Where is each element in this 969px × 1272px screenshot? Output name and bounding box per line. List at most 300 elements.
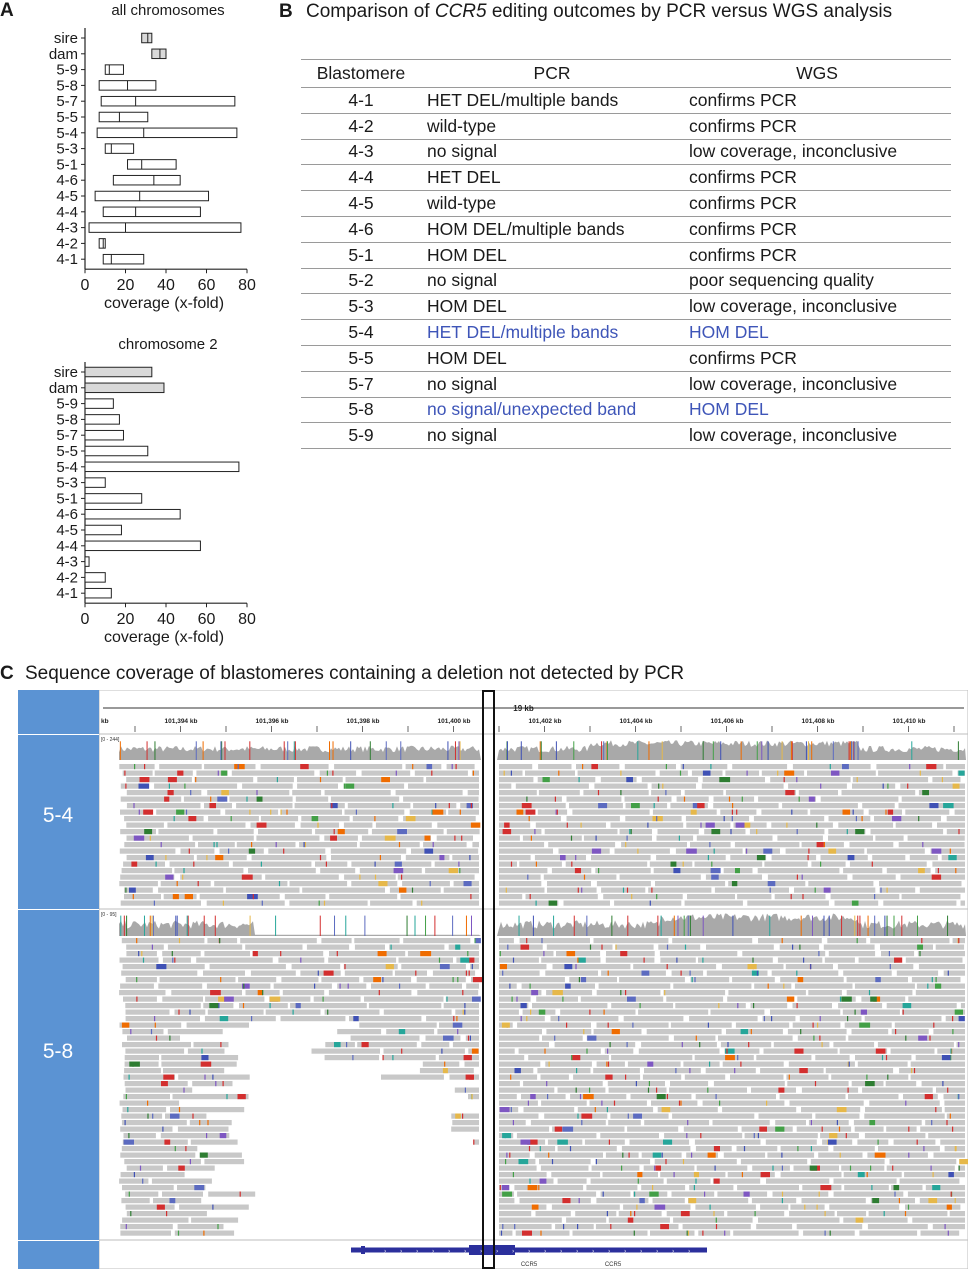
read-mismatch [596,1159,597,1164]
read-mismatch [557,1140,568,1145]
aligned-read [531,1120,606,1125]
aligned-read [125,1081,188,1086]
aligned-read [567,816,620,821]
read-mismatch [667,1094,668,1099]
read-mismatch [857,777,858,782]
aligned-read [720,810,756,815]
read-mismatch [125,1120,126,1125]
aligned-read [789,1211,835,1216]
coverage-bar-4-1 [85,588,111,598]
aligned-read [596,1159,651,1164]
aligned-read [601,971,666,976]
read-mismatch [505,1159,506,1164]
aligned-read [728,881,805,886]
read-mismatch [692,977,693,982]
x-tick-label: 80 [238,611,256,629]
read-mismatch [889,951,890,956]
read-mismatch [846,1133,847,1138]
cell-pcr: HET DEL [421,165,683,191]
aligned-read [737,894,771,899]
read-mismatch [165,875,173,880]
read-mismatch [607,1107,608,1112]
coverage-box-4-1 [103,254,144,264]
coverage-bar-5-7 [85,430,123,440]
read-mismatch [610,1224,611,1229]
aligned-read [572,810,649,815]
cell-wgs: low coverage, inconclusive [683,423,951,449]
read-mismatch [456,1016,457,1021]
aligned-read [558,1146,617,1151]
read-mismatch [950,1114,951,1119]
aligned-read [630,1140,690,1145]
read-mismatch [399,984,400,989]
read-mismatch [257,797,263,802]
aligned-read [654,868,720,873]
aligned-read [871,829,944,834]
read-mismatch [462,990,463,995]
read-mismatch [124,771,125,776]
read-mismatch [856,816,857,821]
read-mismatch [799,797,800,802]
aligned-read [689,1185,733,1190]
aligned-read [615,849,670,854]
aligned-read [411,849,478,854]
read-mismatch [562,990,563,995]
read-mismatch [134,1172,135,1177]
table-header-row [301,60,951,88]
read-mismatch [713,1211,714,1216]
aligned-read [204,803,232,808]
read-mismatch [782,1198,783,1203]
aligned-read [808,881,873,886]
aligned-read [555,1224,594,1229]
read-mismatch [228,849,229,854]
y-tick-label: 5-1 [56,490,78,508]
aligned-read [207,938,237,943]
aligned-read [426,1016,479,1021]
read-mismatch [502,971,503,976]
aligned-read [546,1029,591,1034]
read-mismatch [589,1088,590,1093]
read-mismatch [714,849,715,854]
cell-blastomere: 5-3 [301,294,421,320]
read-mismatch [726,1049,727,1054]
aligned-read [360,868,422,873]
read-mismatch [627,888,628,893]
aligned-read [590,1101,647,1106]
aligned-read [674,1036,716,1041]
read-mismatch [784,777,785,782]
strand-arrow: › [512,1248,515,1255]
read-mismatch [642,971,650,976]
aligned-read [921,1231,960,1236]
read-mismatch [581,1120,582,1125]
aligned-read [448,810,479,815]
cell-blastomere: 5-4 [301,320,421,346]
read-mismatch [155,1023,156,1028]
aligned-read [376,823,432,828]
panel-c-letter: C [0,663,14,684]
aligned-read [742,1127,793,1132]
aligned-read [345,810,405,815]
aligned-read [127,855,194,860]
aligned-read [444,1003,479,1008]
read-mismatch [610,1042,611,1047]
aligned-read [732,977,775,982]
aligned-read [547,888,597,893]
read-mismatch [555,1127,562,1132]
aligned-read [188,1049,225,1054]
aligned-read [173,1094,249,1099]
aligned-read [850,842,894,847]
aligned-read [292,964,341,969]
aligned-read [120,1101,180,1106]
read-mismatch [656,1088,657,1093]
aligned-read [844,1172,902,1177]
x-tick-label: 40 [157,277,175,295]
aligned-read [421,1042,449,1047]
aligned-read [538,764,571,769]
coverage-box-5-3 [105,144,133,154]
read-mismatch [737,1003,738,1008]
read-mismatch [797,1146,798,1151]
read-mismatch [564,964,572,969]
aligned-read [750,829,825,834]
aligned-read [695,1055,754,1060]
sample-label-5-8: 5-8 [42,1040,74,1063]
read-mismatch [576,1088,577,1093]
y-tick-label: 5-5 [56,109,78,126]
aligned-read [853,777,928,782]
read-mismatch [217,1224,218,1229]
read-mismatch [608,1062,609,1067]
aligned-read [865,1107,942,1112]
read-mismatch [412,888,413,893]
aligned-read [672,971,704,976]
aligned-read [499,1159,535,1164]
read-mismatch [784,771,794,776]
aligned-read [545,829,618,834]
read-mismatch [141,951,142,956]
aligned-read [795,984,853,989]
aligned-read [916,990,965,995]
read-mismatch [631,894,632,899]
read-mismatch [707,1088,708,1093]
aligned-read [736,1023,789,1028]
aligned-read [932,777,960,782]
read-mismatch [648,1088,649,1093]
aligned-read [947,1114,965,1119]
aligned-read [822,1140,852,1145]
aligned-read [815,1055,849,1060]
cell-wgs: confirms PCR [683,216,951,242]
aligned-read [349,1016,421,1021]
y-tick-label: 5-8 [56,77,78,95]
aligned-read [168,945,242,950]
read-mismatch [453,1016,454,1021]
read-mismatch [472,997,481,1002]
read-mismatch [952,1016,953,1021]
read-mismatch [637,1172,642,1177]
aligned-read [641,1185,685,1190]
aligned-read [325,1010,380,1015]
read-mismatch [397,829,407,834]
aligned-read [499,1114,539,1119]
read-mismatch [221,771,227,776]
read-mismatch [732,881,737,886]
read-mismatch [955,1146,956,1151]
read-mismatch [201,1055,208,1060]
aligned-read [381,1075,444,1080]
read-mismatch [218,997,225,1002]
aligned-read [869,1211,948,1216]
aligned-read [516,784,589,789]
read-mismatch [133,803,134,808]
strand-arrow: › [592,1248,595,1255]
aligned-read [124,888,153,893]
aligned-read [944,971,965,976]
aligned-read [369,1003,441,1008]
read-mismatch [612,1029,620,1034]
x-tick-label: 80 [238,277,256,295]
aligned-read [499,823,530,828]
aligned-read [321,938,351,943]
read-mismatch [809,797,815,802]
read-mismatch [552,1159,553,1164]
read-mismatch [156,1036,157,1041]
read-mismatch [811,1146,812,1151]
aligned-read [535,1153,603,1158]
aligned-read [644,1166,695,1171]
read-mismatch [220,1133,227,1138]
read-mismatch [206,855,207,860]
aligned-read [121,971,197,976]
aligned-read [847,990,913,995]
read-mismatch [959,1016,965,1021]
coverage-box-5-4 [97,128,237,138]
read-mismatch [579,777,580,782]
read-mismatch [822,1127,823,1132]
aligned-read [919,964,965,969]
read-mismatch [472,964,473,969]
read-mismatch [706,823,715,828]
read-mismatch [878,1140,879,1145]
aligned-read [423,1062,460,1067]
aligned-read [521,1094,566,1099]
aligned-read [539,1159,591,1164]
read-mismatch [177,881,178,886]
aligned-read [843,868,882,873]
aligned-read [220,849,264,854]
aligned-read [641,1042,717,1047]
read-mismatch [345,784,354,789]
aligned-read [351,881,397,886]
read-mismatch [575,964,576,969]
table-row [301,294,951,320]
read-mismatch [453,1023,463,1028]
aligned-read [207,790,289,795]
read-mismatch [665,1159,666,1164]
read-mismatch [156,862,157,867]
aligned-read [122,1185,174,1190]
read-mismatch [880,888,881,893]
read-mismatch [234,764,245,769]
read-mismatch [630,1211,631,1216]
aligned-read [870,938,949,943]
read-mismatch [577,1224,578,1229]
aligned-read [675,1003,746,1008]
aligned-read [124,1159,201,1164]
aligned-read [162,951,201,956]
aligned-read [619,1211,662,1216]
read-mismatch [554,1036,555,1041]
aligned-read [723,1062,784,1067]
aligned-read [724,1153,765,1158]
read-mismatch [567,951,576,956]
read-mismatch [502,1224,503,1229]
read-mismatch [455,1114,461,1119]
aligned-read [544,1114,607,1119]
aligned-read [251,971,296,976]
read-mismatch [683,1159,684,1164]
gene-label: CCR5 [604,1262,622,1268]
read-mismatch [581,1114,592,1119]
read-mismatch [650,901,651,906]
aligned-read [670,1081,708,1086]
read-mismatch [318,971,319,976]
aligned-read [614,901,681,906]
read-mismatch [521,945,530,950]
read-mismatch [947,1088,948,1093]
header-wgs: WGS [683,60,951,88]
read-mismatch [193,862,194,867]
read-mismatch [959,1166,960,1171]
aligned-read [499,1029,542,1034]
read-mismatch [562,997,563,1002]
aligned-read [290,881,348,886]
read-mismatch [683,862,684,867]
read-mismatch [955,1198,956,1203]
read-mismatch [697,803,704,808]
aligned-read [158,888,223,893]
read-mismatch [543,777,550,782]
aligned-read [238,977,276,982]
read-mismatch [168,790,174,795]
coverage-bar-5-1 [85,494,142,504]
aligned-read [569,977,617,982]
aligned-read [179,1205,249,1210]
aligned-read [878,771,952,776]
read-mismatch [662,784,663,789]
aligned-read [560,1010,635,1015]
cell-wgs: confirms PCR [683,345,951,371]
aligned-read [786,1075,828,1080]
read-mismatch [577,1114,578,1119]
aligned-read [455,1010,479,1015]
read-mismatch [348,984,349,989]
aligned-read [119,764,154,769]
aligned-read [256,836,319,841]
aligned-read [752,1198,796,1203]
read-mismatch [362,1042,369,1047]
header-blastomere: Blastomere [301,60,421,88]
read-mismatch [853,810,854,815]
aligned-read [855,1055,911,1060]
read-mismatch [735,868,740,873]
read-mismatch [571,1055,572,1060]
aligned-read [239,1003,288,1008]
read-mismatch [849,1062,850,1067]
read-mismatch [136,938,137,943]
aligned-read [928,1133,965,1138]
read-mismatch [549,1062,550,1067]
read-mismatch [799,1068,808,1073]
aligned-read [899,842,965,847]
cell-blastomere: 5-1 [301,242,421,268]
read-mismatch [548,1153,549,1158]
read-mismatch [242,984,250,989]
aligned-read [258,829,312,834]
aligned-read [657,836,694,841]
aligned-read [594,938,669,943]
read-mismatch [449,803,450,808]
aligned-read [558,1179,587,1184]
aligned-read [190,1120,232,1125]
y-tick-label: 5-8 [56,411,78,429]
strand-arrow: › [608,1248,611,1255]
read-mismatch [500,964,507,969]
read-mismatch [506,888,507,893]
aligned-read [660,1172,725,1177]
aligned-read [584,836,652,841]
read-mismatch [923,1146,924,1151]
x-tick-label: 20 [116,611,135,629]
read-mismatch [727,1042,728,1047]
read-mismatch [172,958,173,963]
aligned-read [831,1075,908,1080]
aligned-read [353,816,399,821]
read-mismatch [186,810,187,815]
read-mismatch [811,1120,812,1125]
read-mismatch [216,842,217,847]
x-tick-label: 0 [80,611,90,629]
aligned-read [864,1114,944,1119]
strand-arrow: › [528,1248,531,1255]
coverage-box-dam [152,49,166,59]
read-mismatch [754,1133,755,1138]
sample-label-5-4: 5-4 [42,804,74,827]
read-mismatch [581,823,582,828]
read-mismatch [729,797,730,802]
read-mismatch [500,1107,510,1112]
read-mismatch [178,1231,179,1236]
read-mismatch [134,836,144,841]
read-mismatch [136,997,137,1002]
read-mismatch [277,777,278,782]
y-tick-label: 4-1 [56,251,78,269]
aligned-read [841,1166,884,1171]
read-mismatch [732,803,733,808]
read-mismatch [555,797,556,802]
read-mismatch [469,1075,474,1080]
aligned-read [208,1010,264,1015]
aligned-read [315,862,347,867]
read-mismatch [334,1042,341,1047]
read-mismatch [327,1010,328,1015]
aligned-read [671,1023,732,1028]
aligned-read [329,990,412,995]
read-mismatch [620,771,621,776]
